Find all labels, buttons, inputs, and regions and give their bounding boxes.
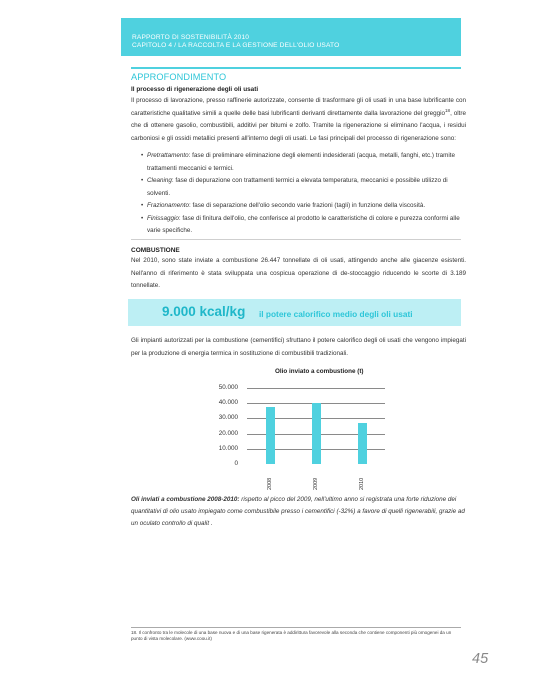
list-item: • Finissaggio: fase di finitura dell'olio, che conferisce al prodotto le caratteristiche di colore e purezza conformi alle varie specifiche. [141,214,460,234]
x-tick-label: 2009 [313,477,319,490]
gridline [247,388,385,389]
approfondimento-paragraph [131,95,466,145]
y-tick-label: 30.000 [218,414,238,422]
footnote-rule [131,627,461,628]
calorific-caption: il potere calorifico medio degli oli usati [259,309,413,319]
caption-lead: Oli inviati a combustione 2008-2010: [131,496,240,503]
combustione-title: COMBUSTIONE [131,247,180,254]
list-item: • Pretrattamento: fase di preliminare eliminazione degli elementi indesiderati (acqua, metalli, fanghi, etc.) tramite trattamenti meccanici e termici. [141,152,456,172]
y-tick-label: 0 [234,460,238,467]
chart-title: Olio inviato a combustione (t) [275,368,364,375]
x-tick-label: 2010 [359,477,365,490]
list-item: • Frazionamento: fase di separazione dell'olio secondo varie frazioni (tagli) in funzione della viscosità. [141,202,426,209]
paragraph-part-a: Il processo di lavorazione, presso raffinerie autorizzate, consente di trasformare gli oli usati in una base lubrificante con caratteristiche qualitative simili a quelle delle basi lubrificanti derivanti direttamente dalla lavorazione del greggio [131,97,466,117]
body-paragraph: Gli impianti autorizzati per la combustione (cementifici) sfruttano il potere calorifico degli oli usati che vengono impiegati per la produzione di energia termica in sostituzione di combustibili tradizionali. [131,337,466,357]
paragraph-part-b: , oltre che di ottenere gasolio, combustibili, additivi per bitumi e zolfo. Tramite la rigenerazione si eliminano l'acqua, i residui carboniosi e gli ossidi metallici presenti all'interno degli oli usati. Le fasi principali del processo di rigenerazione sono: [131,109,467,142]
process-steps-list [142,150,467,238]
chart-caption [131,494,466,531]
report-title: RAPPORTO DI SOSTENIBILITÀ 2010 [132,34,250,41]
section-rule [131,67,461,69]
caption-text: rispetto al picco del 2009, nell'ultimo anno si registrata una forte riduzione dei quantitativi di olio usato impiegato come combustibile presso i cementifici (-32%) a favore di quelli rigenerabili, grazie ad un oculato controllo di qualit . [131,496,465,528]
y-tick-label: 20.000 [218,429,238,437]
section-divider [131,239,461,240]
bar-2009 [312,403,321,464]
calorific-value: 9.000 kcal/kg [162,304,246,319]
combustion-bar-chart [200,362,410,494]
footnote-ref[interactable]: 18 [445,107,451,113]
bar-2008 [266,407,275,464]
combustione-paragraph: Nel 2010, sono state inviate a combustione 26.447 tonnellate di oli usati, attingendo anche alle giacenze esistenti. Nell'anno di riferimento è stata sviluppata una cospicua operazione di de-stoccaggio riducendo le scorte di 3.189 tonnellate. [131,257,466,289]
x-tick-label: 2008 [267,477,273,490]
chapter-title: CAPITOLO 4 / LA RACCOLTA E LA GESTIONE DELL'OLIO USATO [132,42,340,49]
bar-2010 [358,423,367,464]
y-tick-label: 10.000 [218,444,238,452]
page-number: 45 [472,651,489,667]
approfondimento-subtitle: Il processo di rigenerazione degli oli usati [131,86,259,93]
approfondimento-title: APPROFONDIMENTO [131,72,227,82]
y-tick-label: 40.000 [218,399,238,407]
y-tick-label: 50.000 [218,384,238,391]
footnote: 18. Il confronto tra le molecole di una base nuova e di una base rigenerata è addirittura favorevole alla seconda che contiene componenti più omogenei da un punto di vista molecolare. (www.coou.it) [131,630,452,642]
list-item: • Cleaning: fase di depurazione con trattamenti termici a elevata temperatura, meccanici e possibile utilizzo di solventi. [141,177,448,197]
